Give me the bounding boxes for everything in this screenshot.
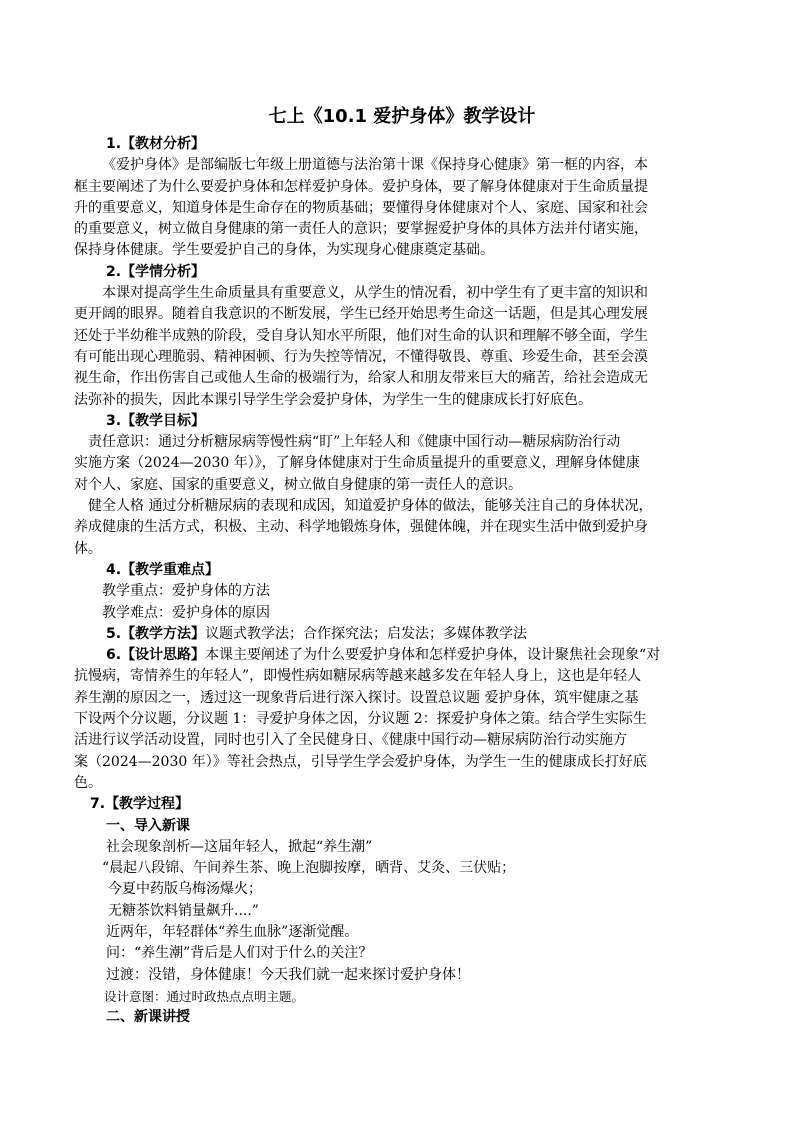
section-heading-teaching-goals: 3.【教学目标】 <box>106 412 206 429</box>
design-intent-note: 设计意图：通过时政热点点明主题。 <box>104 988 305 1004</box>
section-heading-textbook-analysis: 1.【教材分析】 <box>106 136 206 152</box>
paragraph-line: 健全人格 通过分析糖尿病的表现和成因，知道爱护身体的做法，能够关注自己的身体状况， <box>88 498 653 515</box>
section-heading-teaching-process: 7.【教学过程】 <box>90 796 190 813</box>
subsection-title-new-lesson: 二、新课讲授 <box>106 1009 190 1026</box>
section-heading-learner-analysis: 2.【学情分析】 <box>106 263 206 280</box>
paragraph-line: 案（2024—2030 年）》等社会热点，引导学生学会爱护身体，为学生一生的健康成长打好底 <box>74 753 647 770</box>
paragraph-line: 色。 <box>74 774 102 791</box>
paragraph-line: 体。 <box>74 540 102 557</box>
paragraph-line: 活进行议学活动设置，同时也引入了全民健身日、《健康中国行动—糖尿病防治行动实施方 <box>74 732 627 749</box>
section-heading-design-idea: 6.【设计思路】本课主要阐述了为什么要爱护身体和怎样爱护身体，设计聚焦社会现象“对 <box>106 647 661 664</box>
paragraph-line: 抗慢病，寄情养生的年轻人”，即慢性病如糖尿病等越来越多发在年轻人身上，这也是年轻人 <box>74 668 642 685</box>
paragraph-line: 的重要意义，树立做自身健康的第一责任人的意识；要掌握爱护身体的具体方法并付诸实施， <box>74 221 648 238</box>
question-line: 问：“养生潮”背后是人们对于什么的关注？ <box>106 945 373 962</box>
paragraph-line: 下设两个分议题，分议题 1：寻爱护身体之因，分议题 2：探爱护身体之策。结合学生实际生 <box>74 711 647 728</box>
transition-line: 过渡：没错，身体健康！今天我们就一起来探讨爱护身体！ <box>106 966 470 983</box>
key-point-line: 教学重点：爱护身体的方法 <box>102 583 270 600</box>
document-title: 七上《10.1 爱护身体》教学设计 <box>268 106 536 127</box>
paragraph-line: 实施方案（2024—2030 年）》，了解身体健康对于生命质量提升的重要意义，理解身体健康 <box>74 455 640 472</box>
paragraph-line: 《爱护身体》是部编版七年级上册道德与法治第十课《保持身心健康》第一框的内容，本 <box>102 157 648 174</box>
paragraph-line: 近两年，年轻群体“养生血脉”逐渐觉醒。 <box>106 923 359 940</box>
paragraph-line: 养生潮的原因之一，透过这一现象背后进行深入探讨。设置总议题 爱护身体，筑牢健康之基 <box>74 689 639 706</box>
difficulty-line: 教学难点：爱护身体的原因 <box>102 604 270 621</box>
paragraph-line: 视生命，作出伤害自己或他人生命的极端行为，给家人和朋友带来巨大的痛苦，给社会造成无 <box>74 370 648 387</box>
paragraph-line: 有可能出现心理脆弱、精神困顿、行为失控等情况，不懂得敬畏、尊重、珍爱生命，甚至会漠 <box>74 348 648 365</box>
subsection-title-intro: 一、导入新课 <box>106 817 190 834</box>
section-heading-teaching-methods: 5.【教学方法】议题式教学法；合作探究法；启发法；多媒体教学法 <box>106 625 528 642</box>
section-heading-key-points: 4.【教学重难点】 <box>106 561 220 578</box>
paragraph-line: 责任意识：通过分析糖尿病等慢性病“盯”上年轻人和《健康中国行动—糖尿病防治行动 <box>88 434 621 451</box>
paragraph-line: 更开阔的眼界。随着自我意识的不断发展，学生已经开始思考生命这一话题，但是其心理发展 <box>74 306 648 323</box>
paragraph-line: 升的重要意义，知道身体是生命存在的物质基础；要懂得身体健康对个人、家庭、国家和社会 <box>74 199 648 216</box>
paragraph-line: 本课对提高学生生命质量具有重要意义，从学生的情况看，初中学生有了更丰富的知识和 <box>102 285 648 302</box>
intro-line: 社会现象剖析—这届年轻人，掀起“养生潮” <box>106 838 373 855</box>
paragraph-line: 框主要阐述了为什么要爱护身体和怎样爱护身体。爱护身体，要了解身体健康对于生命质量提 <box>74 178 648 195</box>
teaching-methods-text: 议题式教学法；合作探究法；启发法；多媒体教学法 <box>205 625 528 642</box>
quote-line: “晨起八段锦、午间养生茶、晚上泡脚按摩，晒背、艾灸、三伏贴； <box>102 860 516 877</box>
paragraph-line: 法弥补的损失，因此本课引导学生学会爱护身体，为学生一生的健康成长打好底色。 <box>74 391 592 408</box>
paragraph-line: 保持身体健康。学生要爱护自己的身体，为实现身心健康奠定基础。 <box>74 242 494 259</box>
quote-line: 今夏中药版乌梅汤爆火； <box>108 881 262 898</box>
paragraph-line: 还处于半幼稚半成熟的阶段，受自身认知水平所限，他们对生命的认识和理解不够全面，学生 <box>74 327 648 344</box>
design-idea-first-line: 本课主要阐述了为什么要爱护身体和怎样爱护身体，设计聚焦社会现象“对 <box>205 647 661 664</box>
paragraph-line: 养成健康的生活方式，积极、主动、科学地锻炼身体，强健体魄，并在现实生活中做到爱护身 <box>74 519 648 536</box>
paragraph-line: 对个人、家庭、国家的重要意义，树立做自身健康的第一责任人的意识。 <box>74 476 522 493</box>
quote-line: 无糖茶饮料销量飙升....” <box>108 902 259 919</box>
